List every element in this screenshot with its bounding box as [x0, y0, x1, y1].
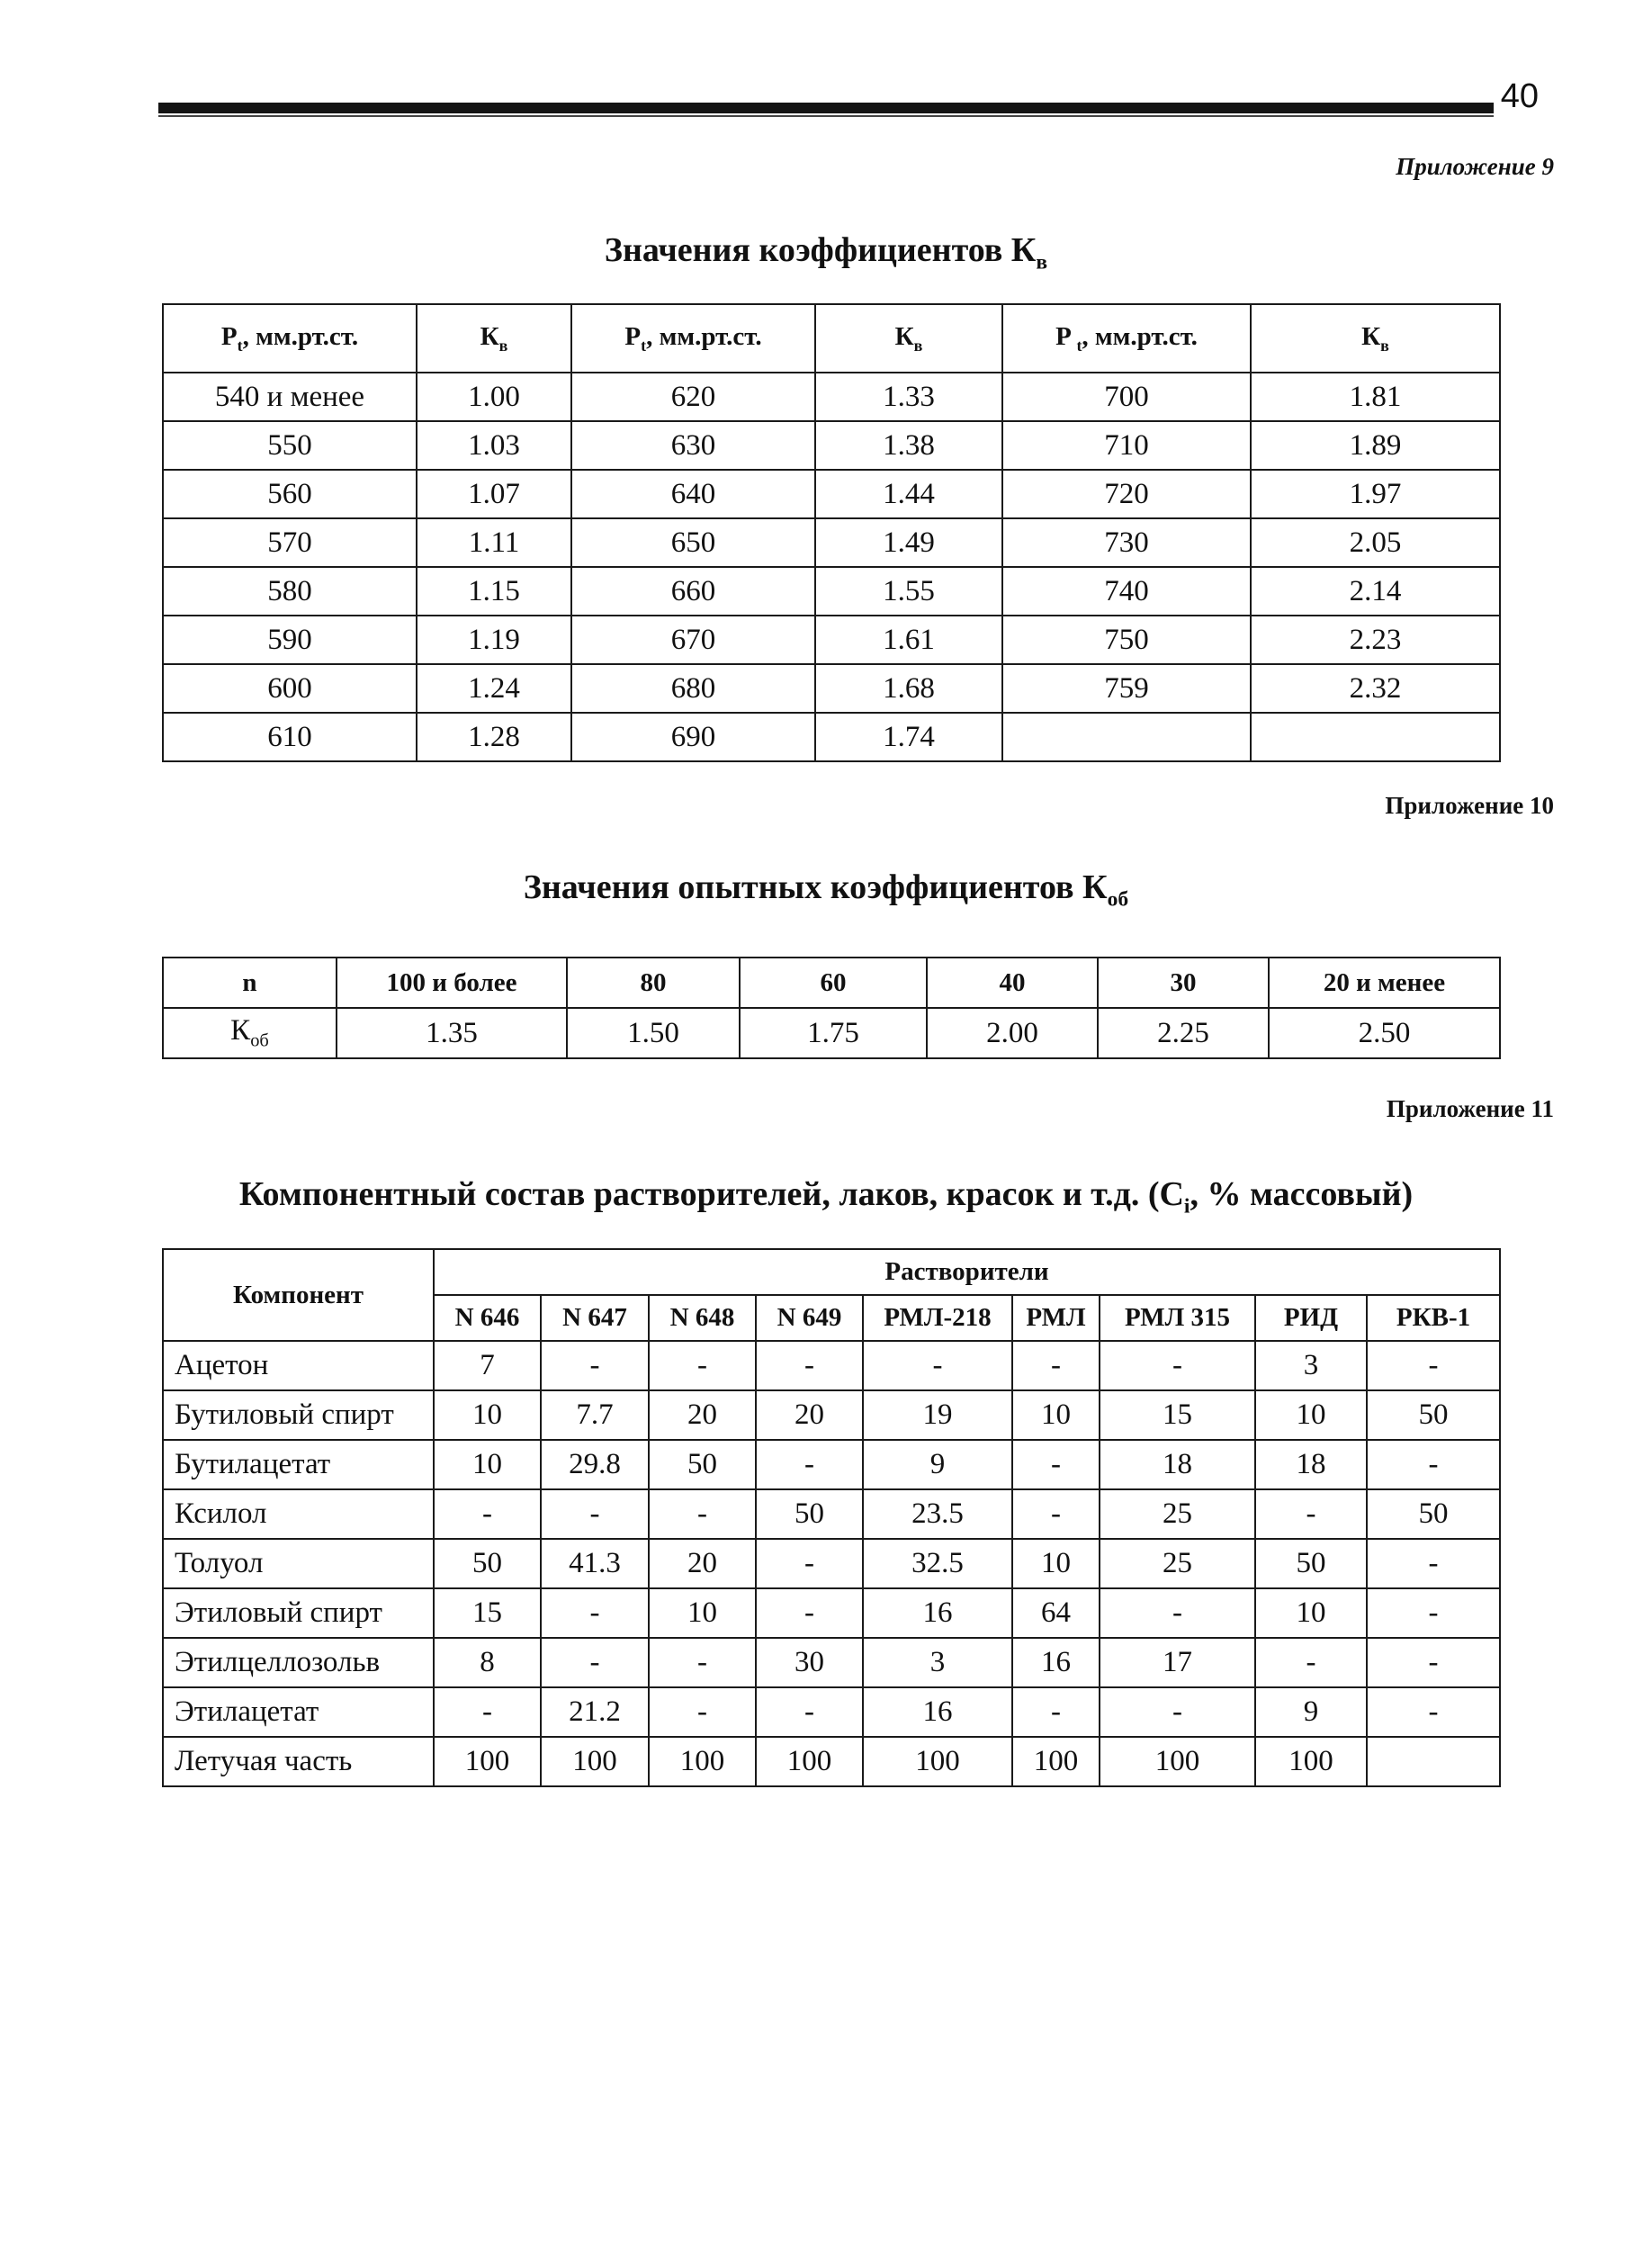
- table-cell: 1.50: [567, 1008, 740, 1058]
- appendix-9-title: [0, 230, 1652, 275]
- table-cell: 1.15: [417, 567, 571, 616]
- table-cell: 540 и менее: [163, 373, 417, 421]
- solvents-group-header-cell: Растворители: [434, 1249, 1500, 1295]
- component-header-cell: Компонент: [163, 1249, 434, 1341]
- table-cell: 630: [571, 421, 815, 470]
- table-cell: 17: [1100, 1638, 1255, 1687]
- header-cell: 80: [567, 958, 740, 1008]
- table-cell: -: [1255, 1638, 1367, 1687]
- component-name-cell: Бутиловый спирт: [163, 1390, 434, 1440]
- table-cell: 610: [163, 713, 417, 761]
- table-cell: 100: [1100, 1737, 1255, 1786]
- table-cell: 730: [1002, 518, 1251, 567]
- table-cell: 690: [571, 713, 815, 761]
- table-cell: -: [434, 1687, 541, 1737]
- table-cell: -: [1012, 1440, 1100, 1489]
- table-cell: 50: [649, 1440, 756, 1489]
- header-cell-sub: t: [237, 336, 243, 355]
- table-cell: 15: [434, 1588, 541, 1638]
- table-cell: [1002, 713, 1251, 761]
- solvent-column-header: РИД: [1255, 1295, 1367, 1341]
- table-cell: 100: [756, 1737, 863, 1786]
- table-cell: 1.24: [417, 664, 571, 713]
- table-cell: -: [1367, 1539, 1500, 1588]
- header-cell: [417, 304, 571, 373]
- table-cell: -: [1100, 1341, 1255, 1390]
- table-cell: 2.32: [1251, 664, 1500, 713]
- table-row: [163, 1341, 1500, 1390]
- table-row: [163, 1588, 1500, 1638]
- table-cell: 10: [1012, 1390, 1100, 1440]
- appendix-10-title-text: Значения опытных коэффициентов К: [523, 868, 1108, 906]
- table-cell: 680: [571, 664, 815, 713]
- table-cell: -: [863, 1341, 1012, 1390]
- table-cell: 100: [541, 1737, 649, 1786]
- table-cell: 50: [756, 1489, 863, 1539]
- table-cell: 100: [649, 1737, 756, 1786]
- table-cell: -: [1367, 1440, 1500, 1489]
- component-name-cell: Летучая часть: [163, 1737, 434, 1786]
- table-cell: 50: [1367, 1489, 1500, 1539]
- table-cell: -: [541, 1341, 649, 1390]
- header-cell-rest: , мм.рт.ст.: [242, 321, 359, 351]
- page-number: 40: [1500, 77, 1539, 115]
- solvent-column-header: РМЛ 315: [1100, 1295, 1255, 1341]
- table-cell: 9: [1255, 1687, 1367, 1737]
- k-row-label-cell: [163, 1008, 337, 1058]
- component-name-cell: Этиловый спирт: [163, 1588, 434, 1638]
- top-rule-thin: [158, 115, 1494, 117]
- header-cell-sub: в: [913, 336, 923, 355]
- table-row: [163, 1440, 1500, 1489]
- table-cell: 759: [1002, 664, 1251, 713]
- table-row: [163, 518, 1500, 567]
- table-row: [163, 1737, 1500, 1786]
- component-name-cell: Бутилацетат: [163, 1440, 434, 1489]
- table-cell: 740: [1002, 567, 1251, 616]
- table-cell: -: [541, 1638, 649, 1687]
- component-name-cell: Этилцеллозольв: [163, 1638, 434, 1687]
- table-cell: 8: [434, 1638, 541, 1687]
- solvent-column-header: РМЛ: [1012, 1295, 1100, 1341]
- table-cell: 1.03: [417, 421, 571, 470]
- table-header-row: [163, 958, 1500, 1008]
- appendix-10-title: [0, 868, 1652, 913]
- component-name-cell: Ксилол: [163, 1489, 434, 1539]
- header-cell: 20 и менее: [1269, 958, 1500, 1008]
- header-cell: 60: [740, 958, 927, 1008]
- table-cell: 1.44: [815, 470, 1002, 518]
- table-cell: 32.5: [863, 1539, 1012, 1588]
- header-cell: 30: [1098, 958, 1269, 1008]
- table-cell: 640: [571, 470, 815, 518]
- table-cell: 1.75: [740, 1008, 927, 1058]
- table-row: [163, 713, 1500, 761]
- table-cell: -: [541, 1588, 649, 1638]
- table-cell: 580: [163, 567, 417, 616]
- header-cell: [815, 304, 1002, 373]
- header-cell: [571, 304, 815, 373]
- table-cell: 20: [649, 1539, 756, 1588]
- table-header-row: [163, 304, 1500, 373]
- table-cell: 29.8: [541, 1440, 649, 1489]
- component-name-cell: Ацетон: [163, 1341, 434, 1390]
- table-row: [163, 664, 1500, 713]
- table-experimental-coefficients: [162, 957, 1501, 1059]
- appendix-11-label: Приложение 11: [1386, 1095, 1554, 1122]
- table-cell: 3: [863, 1638, 1012, 1687]
- table-cell: -: [1012, 1341, 1100, 1390]
- table-cell: 50: [434, 1539, 541, 1588]
- table-row: [163, 1687, 1500, 1737]
- table-cell: -: [1367, 1687, 1500, 1737]
- table-cell: 1.19: [417, 616, 571, 664]
- solvent-column-header: РКВ-1: [1367, 1295, 1500, 1341]
- component-name-cell: Этилацетат: [163, 1687, 434, 1737]
- table-cell: 23.5: [863, 1489, 1012, 1539]
- table-cell: 10: [434, 1440, 541, 1489]
- table-cell: 670: [571, 616, 815, 664]
- table-cell: 10: [434, 1390, 541, 1440]
- table-cell: 7: [434, 1341, 541, 1390]
- table-cell: 10: [649, 1588, 756, 1638]
- table-cell: 1.28: [417, 713, 571, 761]
- header-cell: [1251, 304, 1500, 373]
- table-cell: 2.50: [1269, 1008, 1500, 1058]
- appendix-10-title-sub: об: [1107, 887, 1129, 912]
- table-cell: 9: [863, 1440, 1012, 1489]
- table-cell: -: [1367, 1588, 1500, 1638]
- table-cell: 1.33: [815, 373, 1002, 421]
- table-cell: 64: [1012, 1588, 1100, 1638]
- header-cell-rest: , мм.рт.ст.: [646, 321, 762, 351]
- table-cell: 16: [863, 1687, 1012, 1737]
- table-cell: -: [1367, 1341, 1500, 1390]
- appendix-9-title-sub: в: [1036, 250, 1048, 274]
- table-cell: 1.49: [815, 518, 1002, 567]
- table-cell: 100: [434, 1737, 541, 1786]
- table-cell: 700: [1002, 373, 1251, 421]
- table-cell: [1251, 713, 1500, 761]
- table-cell: 750: [1002, 616, 1251, 664]
- table-cell: -: [1012, 1489, 1100, 1539]
- table-cell: 18: [1100, 1440, 1255, 1489]
- n-header-cell: n: [163, 958, 337, 1008]
- table-cell: 1.35: [337, 1008, 567, 1058]
- table-cell: 21.2: [541, 1687, 649, 1737]
- table-cell: 620: [571, 373, 815, 421]
- table-cell: 15: [1100, 1390, 1255, 1440]
- table-cell: 50: [1367, 1390, 1500, 1440]
- table-cell: 2.00: [927, 1008, 1098, 1058]
- table-cell: 550: [163, 421, 417, 470]
- table-cell: -: [1100, 1588, 1255, 1638]
- table-cell: 50: [1255, 1539, 1367, 1588]
- appendix-9-label: Приложение 9: [1396, 153, 1554, 180]
- table-row: [163, 1489, 1500, 1539]
- table-cell: 16: [1012, 1638, 1100, 1687]
- table-cell: 590: [163, 616, 417, 664]
- header-cell-main: К: [1361, 321, 1381, 351]
- appendix-11-title-sub: i: [1183, 1194, 1190, 1218]
- table-solvent-composition: [162, 1248, 1501, 1787]
- appendix-10-label: Приложение 10: [1385, 792, 1554, 819]
- table-cell: 660: [571, 567, 815, 616]
- header-cell: [163, 304, 417, 373]
- table-cell: -: [756, 1539, 863, 1588]
- table-cell: 1.61: [815, 616, 1002, 664]
- table-cell: 100: [1255, 1737, 1367, 1786]
- component-name-cell: Толуол: [163, 1539, 434, 1588]
- table-cell: -: [756, 1341, 863, 1390]
- table-cell: -: [756, 1588, 863, 1638]
- table-cell: 41.3: [541, 1539, 649, 1588]
- table-row: [163, 421, 1500, 470]
- table-cell: 20: [756, 1390, 863, 1440]
- solvent-column-header: N 648: [649, 1295, 756, 1341]
- table-cell: -: [649, 1489, 756, 1539]
- header-cell-sub: в: [498, 336, 508, 355]
- table-cell: 1.55: [815, 567, 1002, 616]
- table-cell: 560: [163, 470, 417, 518]
- table-cell: 1.89: [1251, 421, 1500, 470]
- table-cell: 1.11: [417, 518, 571, 567]
- table-cell: 720: [1002, 470, 1251, 518]
- table-cell: 25: [1100, 1539, 1255, 1588]
- table-cell: 19: [863, 1390, 1012, 1440]
- table-cell: 30: [756, 1638, 863, 1687]
- table-cell: 100: [1012, 1737, 1100, 1786]
- table-cell: -: [649, 1341, 756, 1390]
- table-cell: 10: [1012, 1539, 1100, 1588]
- header-cell-main: К: [894, 321, 914, 351]
- appendix-11-title: [0, 1174, 1652, 1219]
- table-cell: -: [1100, 1687, 1255, 1737]
- table-cell: -: [434, 1489, 541, 1539]
- table-cell: 16: [863, 1588, 1012, 1638]
- k-row-label: К: [230, 1014, 251, 1048]
- table-cell: 7.7: [541, 1390, 649, 1440]
- table-row: [163, 1638, 1500, 1687]
- top-rule: [158, 103, 1494, 113]
- appendix-11-title-post: , % массовый): [1190, 1175, 1414, 1213]
- header-cell-main: P: [1055, 321, 1077, 351]
- table-cell: 650: [571, 518, 815, 567]
- table-cell: 1.68: [815, 664, 1002, 713]
- table-cell: 2.23: [1251, 616, 1500, 664]
- table-row: [163, 1008, 1500, 1058]
- table-cell: -: [756, 1440, 863, 1489]
- header-cell-sub: t: [641, 336, 647, 355]
- solvent-column-header: N 646: [434, 1295, 541, 1341]
- table-cell: 2.05: [1251, 518, 1500, 567]
- table-row: [163, 470, 1500, 518]
- table-cell: 710: [1002, 421, 1251, 470]
- header-cell-main: P: [220, 321, 238, 351]
- appendix-9-title-text: Значения коэффициентов К: [604, 231, 1037, 269]
- header-cell-sub: в: [1380, 336, 1389, 355]
- header-cell-main: P: [624, 321, 642, 351]
- table-row: [163, 373, 1500, 421]
- table-cell: -: [756, 1687, 863, 1737]
- solvent-column-header: N 649: [756, 1295, 863, 1341]
- table-cell: 18: [1255, 1440, 1367, 1489]
- table-cell: 1.97: [1251, 470, 1500, 518]
- table-row: [163, 1539, 1500, 1588]
- table-cell: 1.07: [417, 470, 571, 518]
- table-cell: 10: [1255, 1390, 1367, 1440]
- table-cell: 570: [163, 518, 417, 567]
- table-cell: -: [649, 1687, 756, 1737]
- header-cell-sub: t: [1076, 336, 1082, 355]
- header-cell-main: К: [480, 321, 499, 351]
- table-row: [163, 567, 1500, 616]
- header-cell: 100 и более: [337, 958, 567, 1008]
- k-row-label-sub: об: [250, 1030, 269, 1051]
- table-cell: 1.74: [815, 713, 1002, 761]
- table-cell: 1.38: [815, 421, 1002, 470]
- header-cell: [1002, 304, 1251, 373]
- table-row: [163, 1390, 1500, 1440]
- appendix-11-title-pre: Компонентный состав растворителей, лаков, красок и т.д. (C: [238, 1175, 1184, 1213]
- table-cell: 20: [649, 1390, 756, 1440]
- header-cell: 40: [927, 958, 1098, 1008]
- table-cell: [1367, 1737, 1500, 1786]
- table-cell: 2.25: [1098, 1008, 1269, 1058]
- solvent-column-header: РМЛ-218: [863, 1295, 1012, 1341]
- table-cell: 1.00: [417, 373, 571, 421]
- table-cell: 2.14: [1251, 567, 1500, 616]
- table-group-header-row: [163, 1249, 1500, 1295]
- table-cell: 1.81: [1251, 373, 1500, 421]
- table-cell: 100: [863, 1737, 1012, 1786]
- table-cell: -: [649, 1638, 756, 1687]
- table-cell: -: [541, 1489, 649, 1539]
- table-cell: 10: [1255, 1588, 1367, 1638]
- solvent-column-header: N 647: [541, 1295, 649, 1341]
- table-cell: 3: [1255, 1341, 1367, 1390]
- table-cell: -: [1367, 1638, 1500, 1687]
- table-cell: 600: [163, 664, 417, 713]
- table-cell: -: [1255, 1489, 1367, 1539]
- header-cell-rest: , мм.рт.ст.: [1082, 321, 1198, 351]
- table-cell: -: [1012, 1687, 1100, 1737]
- table-row: [163, 616, 1500, 664]
- table-cell: 25: [1100, 1489, 1255, 1539]
- table-k-coefficients: [162, 303, 1501, 762]
